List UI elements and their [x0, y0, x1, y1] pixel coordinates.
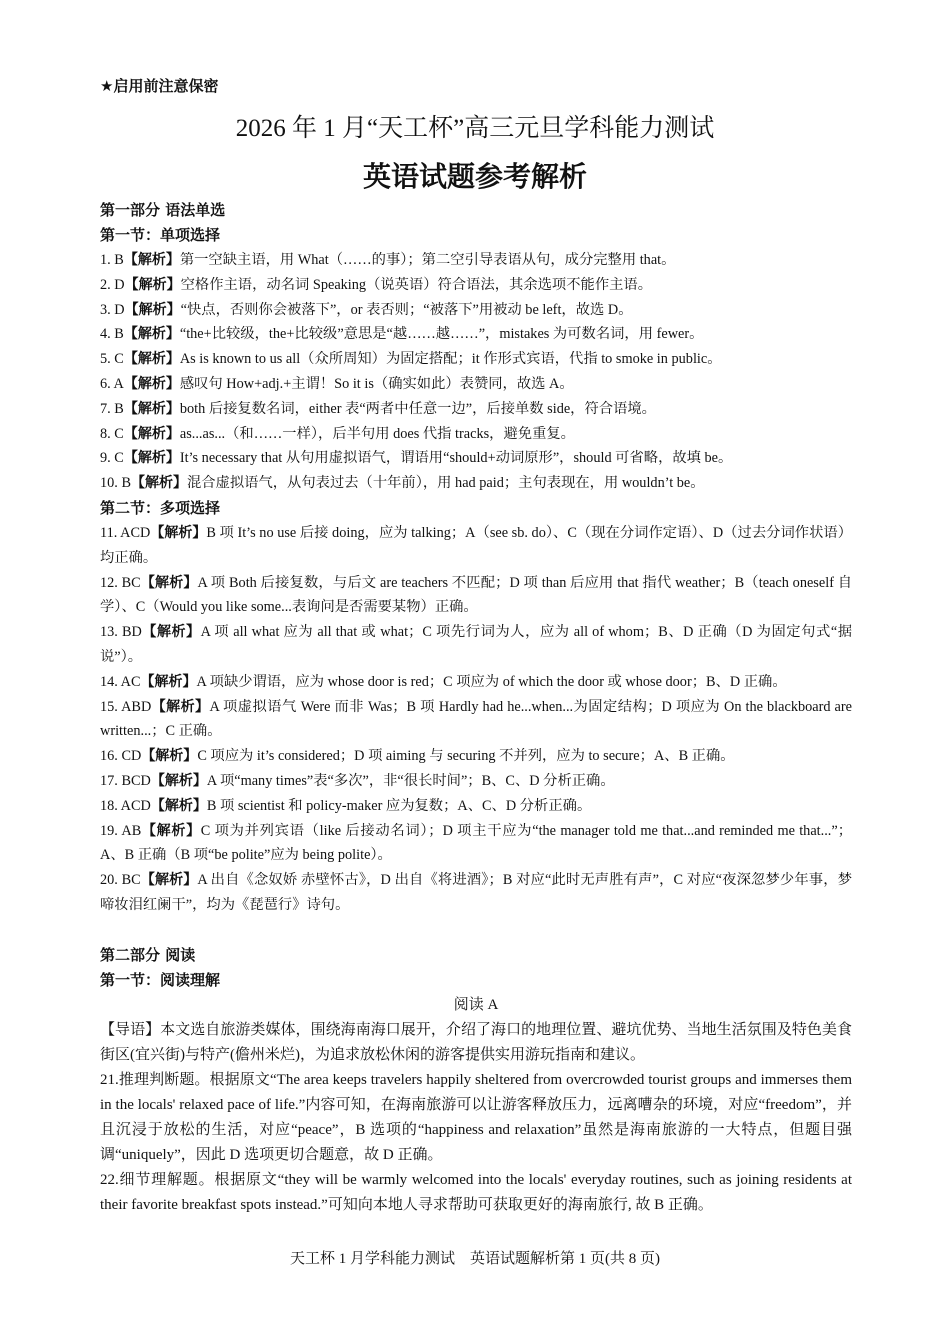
analysis-tag: 【解析】 [123, 450, 180, 467]
part1-title: 第一部分 语法单选 [100, 201, 226, 219]
analysis-tag: 【解析】 [151, 698, 210, 715]
answer-item [100, 422, 852, 447]
analysis-text: 混合虚拟语气，从句表过去（十年前），用 had paid；主句表现在，用 wouldn’t be。 [186, 475, 705, 492]
exam-title: 2026 年 1 月“天工杯”高三元旦学科能力测试 [235, 115, 715, 142]
answer-item [100, 248, 852, 273]
analysis-tag: 【解析】 [123, 351, 180, 368]
answer-number: 15. ABD [100, 698, 152, 715]
answer-number: 18. ACD [100, 797, 151, 814]
document-subtitle: 英语试题参考解析 [362, 160, 587, 193]
analysis-text: A 出自《念奴娇 赤壁怀古》，D 出自《将进酒》；B 对应“此时无声胜有声”，C 对应“夜深忽梦少年事，梦啼妆泪红阑干”，均为《琵琶行》诗句。 [100, 872, 852, 913]
reading-section-title: 第一节：阅读理解 [100, 970, 221, 989]
analysis-tag: 【解析】 [123, 400, 180, 417]
analysis-tag: 【解析】 [123, 326, 180, 343]
analysis-text: as...as...（和……一样），后半句用 does 代指 tracks，避免重复。 [179, 425, 575, 442]
answer-number: 13. BD [100, 624, 142, 641]
analysis-text: B 项 It’s no use 后接 doing，应为 talking；A（see sb. do）、C（现在分词作定语）、D（过去分词作状语）均正确。 [100, 524, 853, 566]
analysis-tag: 【解析】 [141, 624, 201, 641]
analysis-tag: 【解析】 [130, 475, 187, 492]
analysis-tag: 【解析】 [141, 822, 201, 839]
answer-number: 14. AC [100, 673, 141, 690]
analysis-text: As is known to us all（众所周知）为固定搭配；it 作形式宾语，代指 to smoke in public。 [179, 351, 722, 368]
part2-title: 第二部分 阅读 [100, 945, 196, 964]
answer-item [100, 273, 852, 298]
answer-number: 11. ACD [100, 524, 151, 541]
answer-number: 10. B [100, 475, 131, 492]
analysis-text: “the+比较级，the+比较级”意思是“越……越……”，mistakes 为可数名词，用 fewer。 [179, 326, 704, 343]
analysis-text: A 项虚拟语气 Were 而非 Was；B 项 Hardly had he...when...为固定结构；D 项应为 On the blackboard are written...；C 正确。 [100, 698, 852, 740]
analysis-text: 第一空缺主语，用 What（……的事）；第二空引导表语从句，成分完整用 that。 [179, 252, 676, 268]
answer-number: 9. C [100, 450, 124, 467]
analysis-tag: 【解析】 [123, 425, 180, 442]
answer-item [100, 446, 852, 471]
answer-number: 12. BC [100, 574, 141, 591]
analysis-tag: 【解析】 [140, 673, 197, 690]
section2-title: 第二节：多项选择 [100, 498, 221, 517]
analysis-tag: 【解析】 [150, 797, 207, 814]
analysis-text: It’s necessary that 从句用虚拟语气，谓语用“should+动词原形”，should 可省略，故填 be。 [179, 450, 733, 467]
analysis-tag: 【解析】 [140, 872, 198, 889]
answer-item [100, 744, 852, 769]
page-footer: 天工杯 1 月学科能力测试 英语试题解析第 1 页(共 8 页) [290, 1251, 660, 1267]
content-body [100, 198, 852, 1218]
confidential-notice: ★启用前注意保密 [100, 77, 219, 95]
answer-item [100, 322, 852, 347]
passage-paragraph: 【导语】本文选自旅游类媒体，围绕海南海口展开，介绍了海口的地理位置、避坑优势、当地生活氛围及特色美食街区(宜兴街)与特产(儋州米烂)，为追求放松休闲的游客提供实用游玩指南和建议。 [100, 1021, 852, 1063]
analysis-tag: 【解析】 [123, 252, 180, 268]
analysis-text: C 项应为 it’s considered；D 项 aiming 与 securing 不并列，应为 to secure；A、B 正确。 [197, 748, 735, 765]
answer-item [100, 521, 852, 571]
analysis-text: A 项 all what 应为 all that 或 what；C 项先行词为人，应为 all of whom；B、D 正确（D 为固定句式“据说”）。 [100, 624, 853, 665]
analysis-tag: 【解析】 [150, 772, 207, 789]
analysis-text: both 后接复数名词，either 表“两者中任意一边”，后接单数 side，符合语境。 [179, 400, 656, 417]
analysis-text: A 项 Both 后接复数，与后文 are teachers 不匹配；D 项 than 后应用 that 指代 weather；B（teach oneself 自学）、C（Would you like some...表询问是否需要某物）正确。 [100, 574, 852, 616]
answer-number: 1. B [100, 252, 124, 268]
answer-number: 2. D [100, 276, 125, 293]
answer-number: 16. CD [100, 748, 142, 765]
answer-number: 8. C [100, 425, 124, 442]
answer-item [100, 620, 852, 670]
answer-item [100, 819, 852, 869]
analysis-tag: 【解析】 [141, 748, 198, 765]
answer-number: 7. B [100, 400, 124, 417]
analysis-tag: 【解析】 [124, 276, 181, 293]
answer-item [100, 298, 852, 323]
spacer [100, 918, 852, 943]
answer-number: 19. AB [100, 822, 142, 839]
answer-item [100, 347, 852, 372]
analysis-text: C 项为并列宾语（like 后接动名词）；D 项主干应为“the manager told me that...and reminded me that...”；A、B 正确（B 项“be polite”应为 being polite）。 [100, 822, 853, 864]
passage-paragraph: 21.推理判断题。根据原文“The area keeps travelers happily sheltered from overcrowded tourist groups and immerses them in the locals' relaxed pace of life.”内容可知，在海南旅游可以让游客释放压力，远离嘈杂的环境，对应“freedom”，并且沉浸于放松的生活，对应“peace”，B 选项的“happiness and relaxation”虽然是海南旅游的一大特点，但题目强调“uniquely”，因此 D 选项更切合题意，故 D 正确。 [100, 1071, 852, 1163]
analysis-text: A 项“many times”表“多次”，非“很长时间”；B、C、D 分析正确。 [206, 772, 615, 789]
analysis-tag: 【解析】 [124, 301, 181, 318]
answer-item [100, 397, 852, 422]
answer-number: 20. BC [100, 872, 141, 889]
passage-analysis [100, 1018, 852, 1218]
answer-item [100, 571, 852, 621]
multiple-choice-list [100, 521, 852, 918]
answer-number: 3. D [100, 301, 125, 318]
passage-title: 阅读 A [453, 996, 499, 1013]
analysis-text: 空格作主语，动名词 Speaking（说英语）符合语法，其余选项不能作主语。 [180, 276, 653, 293]
analysis-tag: 【解析】 [140, 574, 198, 591]
answer-item [100, 695, 852, 745]
answer-item [100, 769, 852, 794]
answer-item [100, 372, 852, 397]
analysis-text: “快点，否则你会被落下”，or 表否则；“被落下”用被动 be left，故选 D。 [180, 301, 633, 318]
answer-number: 17. BCD [100, 772, 151, 789]
analysis-text: A 项缺少谓语，应为 whose door is red；C 项应为 of which the door 或 whose door；B、D 正确。 [196, 673, 787, 690]
answer-item [100, 868, 852, 918]
answer-number: 5. C [100, 351, 124, 368]
analysis-text: 感叹句 How+adj.+主谓！So it is（确实如此）表赞同，故选 A。 [179, 375, 574, 392]
analysis-tag: 【解析】 [123, 375, 180, 392]
answer-item [100, 794, 852, 819]
answer-item [100, 471, 852, 496]
answer-number: 4. B [100, 326, 124, 343]
answer-item [100, 670, 852, 695]
passage-paragraph: 22.细节理解题。根据原文“they will be warmly welcomed into the locals' everyday routines, such as joining residents at their favorite breakfast spots instead.”可知向本地人寻求帮助可获取更好的海南旅行, 故 B 正确。 [100, 1171, 852, 1213]
section1-title: 第一节：单项选择 [100, 226, 221, 244]
analysis-text: B 项 scientist 和 policy-maker 应为复数；A、C、D 分析正确。 [206, 797, 592, 814]
analysis-tag: 【解析】 [150, 524, 207, 541]
answer-number: 6. A [100, 375, 124, 392]
single-choice-list [100, 248, 852, 496]
